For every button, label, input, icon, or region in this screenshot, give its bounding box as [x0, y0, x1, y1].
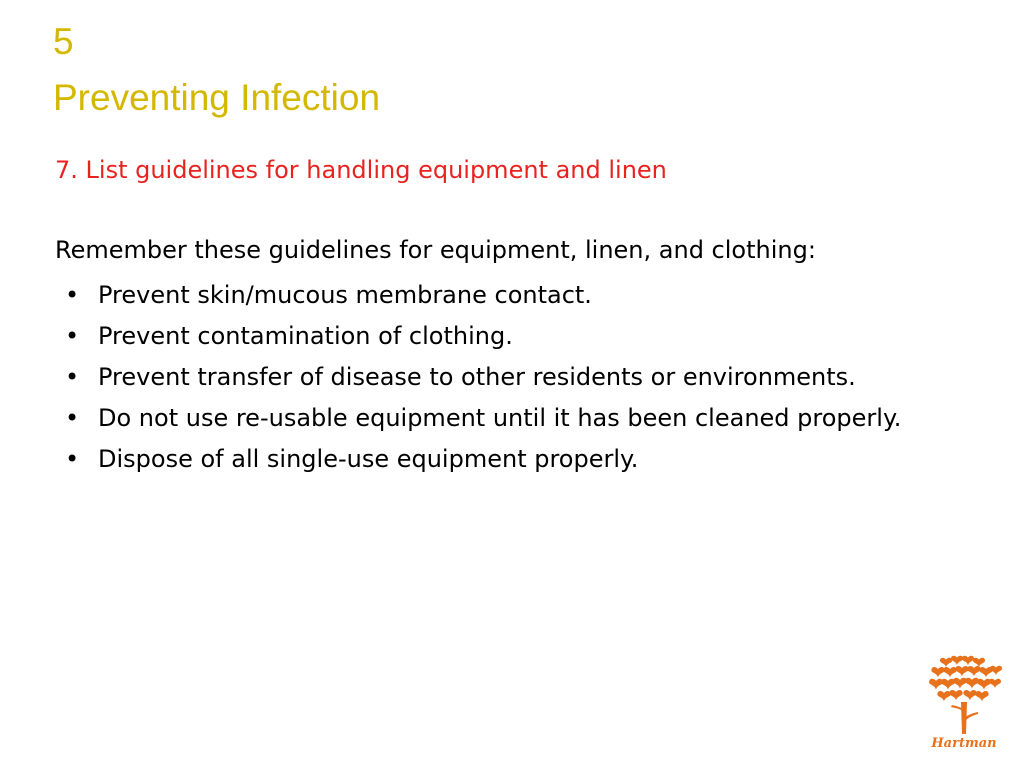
learning-objective: 7. List guidelines for handling equipment and linen	[55, 156, 667, 184]
list-item-text: Prevent contamination of clothing.	[98, 322, 513, 350]
guideline-list	[65, 278, 965, 483]
list-item-text: Do not use re-usable equipment until it has been cleaned properly.	[98, 404, 902, 432]
list-item	[65, 278, 965, 312]
bullet-icon: •	[65, 363, 80, 391]
list-item-text: Dispose of all single-use equipment properly.	[98, 445, 639, 473]
list-item-text: Prevent skin/mucous membrane contact.	[98, 281, 592, 309]
list-item	[65, 360, 965, 394]
bullet-icon: •	[65, 322, 80, 350]
bullet-icon: •	[65, 404, 80, 432]
heart-tree-icon	[924, 652, 1004, 736]
list-item	[65, 319, 965, 353]
bullet-icon: •	[65, 281, 80, 309]
hartman-logo-text: Hartman	[931, 736, 997, 751]
chapter-title: Preventing Infection	[53, 77, 381, 118]
chapter-number: 5	[53, 21, 74, 62]
hartman-logo	[924, 652, 1004, 756]
bullet-icon: •	[65, 445, 80, 473]
intro-text: Remember these guidelines for equipment, linen, and clothing:	[55, 236, 816, 264]
list-item	[65, 442, 965, 476]
list-item-text: Prevent transfer of disease to other residents or environments.	[98, 363, 856, 391]
list-item	[65, 401, 965, 435]
